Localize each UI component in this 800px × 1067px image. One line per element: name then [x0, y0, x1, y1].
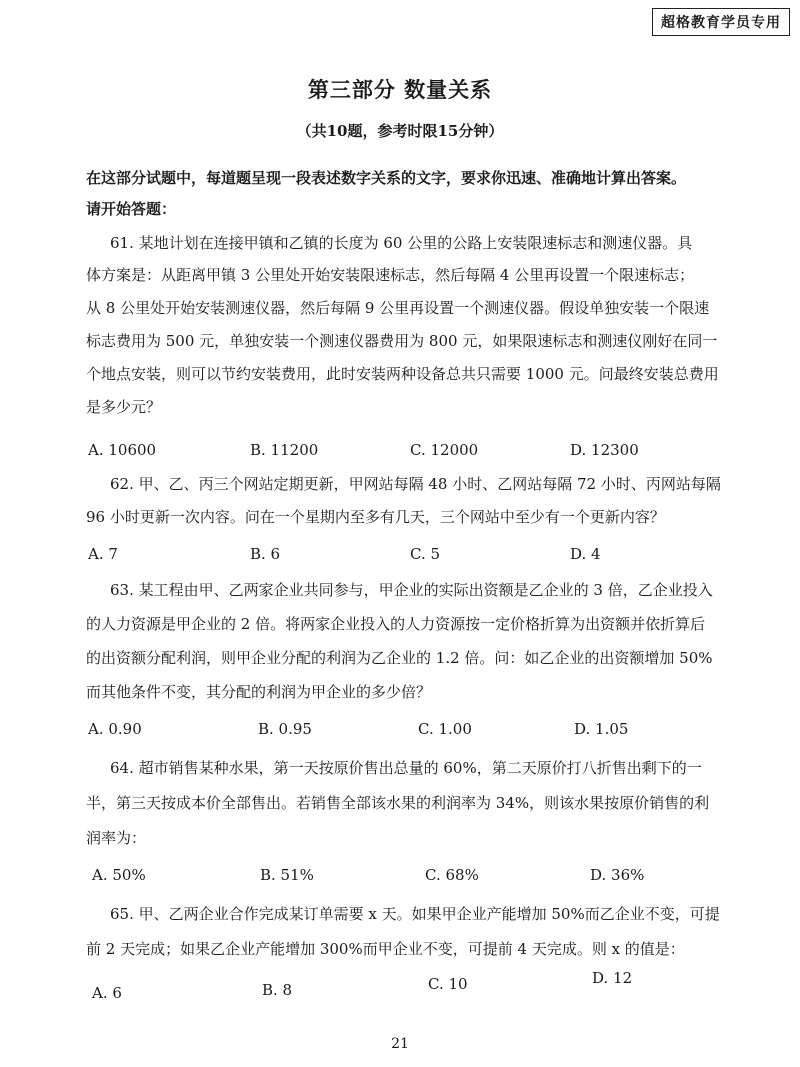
instructions-line-1: 在这部分试题中，每道题呈现一段表述数字关系的文字，要求你迅速、准确地计算出答案。	[86, 169, 687, 187]
page-number: 21	[391, 1036, 409, 1052]
option-c: C. 12000	[410, 441, 479, 459]
question-text-line: 62. 甲、乙、丙三个网站定期更新，甲网站每隔 48 小时、乙网站每隔 72 小时、丙网站每隔	[110, 475, 721, 493]
option-a: A. 7	[88, 545, 118, 563]
option-a: A. 0.90	[88, 720, 142, 738]
student-use-stamp: 超格教育学员专用	[652, 8, 790, 36]
option-b: B. 0.95	[258, 720, 312, 738]
option-a: A. 6	[92, 984, 122, 1002]
option-d: D. 12	[592, 969, 633, 987]
option-a: A. 10600	[88, 441, 157, 459]
question-text-line: 半，第三天按成本价全部售出。若销售全部该水果的利润率为 34%，则该水果按原价销售的利	[86, 794, 710, 812]
question-text-line: 个地点安装，则可以节约安装费用，此时安装两种设备总共只需要 1000 元。问最终安装总费用	[86, 365, 719, 383]
question-text-line: 从 8 公里处开始安装测速仪器，然后每隔 9 公里再设置一个测速仪器。假设单独安装一个限速	[86, 299, 710, 317]
option-d: D. 36%	[590, 866, 645, 884]
option-b: B. 6	[250, 545, 281, 563]
option-c: C. 10	[428, 975, 468, 993]
question-text-line: 而其他条件不变，其分配的利润为甲企业的多少倍？	[86, 683, 432, 701]
option-b: B. 11200	[250, 441, 319, 459]
question-text-line: 体方案是：从距离甲镇 3 公里处开始安装限速标志，然后每隔 4 公里再设置一个限速标志；	[86, 266, 695, 284]
option-d: D. 1.05	[574, 720, 629, 738]
option-a: A. 50%	[92, 866, 146, 884]
option-c: C. 68%	[425, 866, 479, 884]
section-subtitle: （共10题，参考时限15分钟）	[296, 122, 504, 140]
question-text-line: 标志费用为 500 元，单独安装一个测速仪器费用为 800 元，如果限速标志和测速仪刚好在同一	[86, 332, 718, 350]
question-text-line: 的出资额分配利润，则甲企业分配的利润为乙企业的 1.2 倍。问：如乙企业的出资额增加 50%	[86, 649, 713, 667]
question-text-line: 64. 超市销售某种水果，第一天按原价售出总量的 60%，第二天原价打八折售出剩下的一	[110, 759, 702, 777]
option-d: D. 12300	[570, 441, 639, 459]
question-text-line: 65. 甲、乙两企业合作完成某订单需要 x 天。如果甲企业产能增加 50%而乙企业不变，可提	[110, 905, 720, 923]
question-text-line: 61. 某地计划在连接甲镇和乙镇的长度为 60 公里的公路上安装限速标志和测速仪器。具	[110, 234, 693, 252]
option-d: D. 4	[570, 545, 601, 563]
question-text-line: 96 小时更新一次内容。问在一个星期内至多有几天，三个网站中至少有一个更新内容？	[86, 508, 665, 526]
question-text-line: 的人力资源是甲企业的 2 倍。将两家企业投入的人力资源按一定价格折算为出资额并依折算后	[86, 615, 706, 633]
question-text-line: 前 2 天完成；如果乙企业产能增加 300%而甲企业不变，可提前 4 天完成。则 x 的值是：	[86, 940, 685, 958]
question-text-line: 润率为：	[86, 829, 147, 847]
section-title: 第三部分 数量关系	[307, 77, 493, 102]
option-c: C. 1.00	[418, 720, 472, 738]
question-text-line: 是多少元？	[86, 398, 162, 416]
option-b: B. 8	[262, 981, 293, 999]
question-text-line: 63. 某工程由甲、乙两家企业共同参与，甲企业的实际出资额是乙企业的 3 倍，乙企业投入	[110, 581, 713, 599]
option-c: C. 5	[410, 545, 441, 563]
instructions-line-2: 请开始答题：	[86, 200, 177, 218]
option-b: B. 51%	[260, 866, 314, 884]
